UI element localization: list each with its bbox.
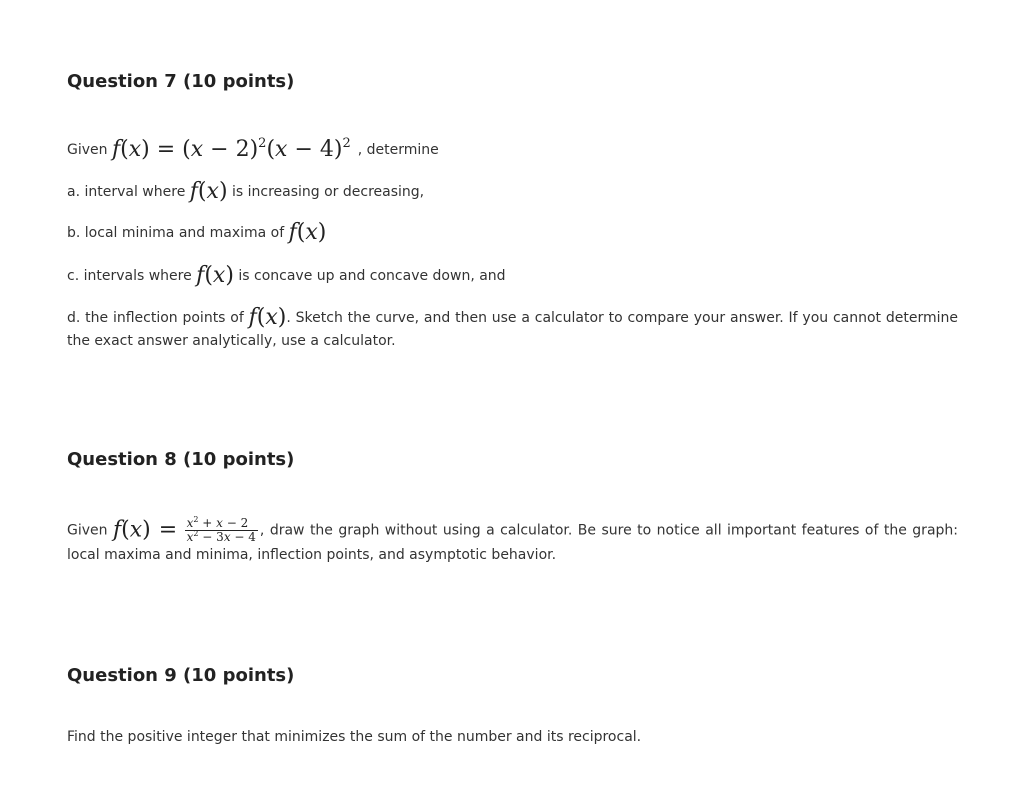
question-8-title: Question 8 (10 points) (67, 449, 295, 470)
q7-intro-suffix: , determine (357, 142, 439, 158)
q7-part-c-prefix: c. intervals where (67, 268, 192, 284)
question-7-part-c (67, 264, 958, 288)
q7-part-b-prefix: b. local minima and maxima of (67, 225, 285, 241)
question-7-part-a (67, 180, 958, 204)
q8-fraction-denominator: $x^2 - 3x - 4$ (186, 529, 256, 544)
q7-part-a-formula: f(x) (189, 179, 228, 204)
question-9-body: Find the positive integer that minimizes the sum of the number and its reciprocal. (67, 729, 642, 745)
q8-formula-lhs: f(x) = (112, 517, 178, 543)
q7-part-a-prefix: a. interval where (67, 184, 186, 200)
q7-part-c-suffix: is concave up and concave down, and (238, 268, 506, 284)
q7-part-d-suffix: . Sketch the curve, and then use a calculator to compare your answer. If you cannot determine the exact answer analytically, use a calculator. (67, 310, 958, 349)
q7-part-b-formula: f(x) (288, 220, 327, 245)
question-7-part-d (67, 306, 958, 353)
question-9-title: Question 9 (10 points) (67, 665, 295, 686)
question-8-body (67, 517, 958, 567)
q7-part-a-suffix: is increasing or decreasing, (231, 184, 425, 200)
q8-intro-prefix: Given (67, 522, 108, 539)
question-7-part-b (67, 221, 958, 245)
q7-intro-prefix: Given (67, 142, 108, 158)
q7-part-c-formula: f(x) (196, 263, 234, 288)
question-7-title: Question 7 (10 points) (67, 71, 295, 92)
q8-text: , draw the graph without using a calculator. Be sure to notice all important features of the graph: local maxima and minima, inflection points, and asymptotic behavior. (67, 522, 958, 563)
q7-part-d-formula: f(x) (248, 305, 287, 330)
q8-fraction (185, 517, 258, 544)
question-7-intro (67, 138, 958, 162)
q7-part-d-prefix: d. the inflection points of (67, 310, 244, 326)
q7-intro-formula: $f(x) = (x - 2)^2(x - 4)^2$ (111, 136, 351, 162)
q8-fraction-numerator: $x^2 + x - 2$ (185, 517, 258, 531)
